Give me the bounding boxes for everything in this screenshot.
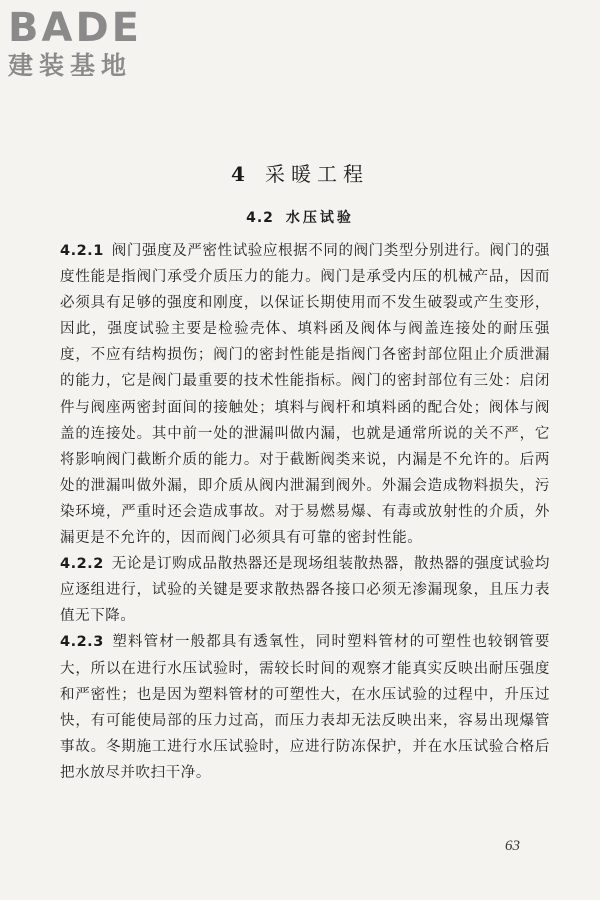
clause-text: 阀门强度及严密性试验应根据不同的阀门类型分别进行。阀门的强度性能是指阀门承受介质压力的能力。阀门是承受内压的机械产品，因而必须具有足够的强度和刚度，以保证长期使用而不发生破裂或产生变形，因此，强度试验主要是检验壳体、填料函及阀体与阀盖连接处的耐压强度，不应有结构损伤；阀门的密封性能是指阀门各密封部位阻止介质泄漏的能力，它是阀门最重要的技术性能指标。阀门的密封部位有三处：启闭件与阀座两密封面间的接触处；填料与阀杆和填料函的配合处；阀体与阀盖的连接处。其中前一处的泄漏叫做内漏，也就是通常所说的关不严，它将影响阀门截断介质的能力。对于截断阀类来说，内漏是不允许的。后两处的泄漏叫做外漏，即介质从阀内泄漏到阀外。外漏会造成物料损失，污染环境，严重时还会造成事故。对于易燃易爆、有毒或放射性的介质，外漏更是不允许的，因而阀门必须具有可靠的密封性能。 — [60, 243, 550, 547]
chapter-title-text: 采暖工程 — [264, 162, 369, 186]
chapter-title — [0, 158, 600, 187]
bade-logo — [8, 6, 178, 82]
section-title-text: 水压试验 — [285, 210, 354, 226]
clause-text: 无论是订购成品散热器还是现场组装散热器，散热器的强度试验均应逐组进行，试验的关键是要求散热器各接口必须无渗漏现象，且压力表值无下降。 — [60, 556, 550, 625]
chapter-number: 4 — [231, 162, 251, 186]
section-number: 4.2 — [246, 210, 274, 226]
clause-4-2-1 — [60, 238, 550, 551]
page-number: 63 — [505, 838, 520, 854]
clause-number: 4.2.3 — [60, 634, 104, 651]
clause-4-2-2 — [60, 551, 550, 629]
logo-wordmark: BADE — [8, 5, 142, 51]
clause-number: 4.2.1 — [60, 243, 104, 259]
clause-text: 塑料管材一般都具有透氧性，同时塑料管材的可塑性也较钢管要大，所以在进行水压试验时，需较长时间的观察才能真实反映出耐压强度和严密性；也是因为塑料管材的可塑性大，在水压试验的过程中，升压过快，有可能使局部的压力过高，而压力表却无法反映出来，容易出现爆管事故。冬期施工进行水压试验时，应进行防冻保护，并在水压试验合格后把水放尽并吹扫干净。 — [60, 634, 550, 781]
body-text — [60, 238, 550, 786]
logo-subtitle: 建装基地 — [8, 51, 133, 80]
section-title — [0, 207, 600, 227]
clause-4-2-3 — [60, 629, 550, 786]
clause-number: 4.2.2 — [60, 556, 104, 573]
